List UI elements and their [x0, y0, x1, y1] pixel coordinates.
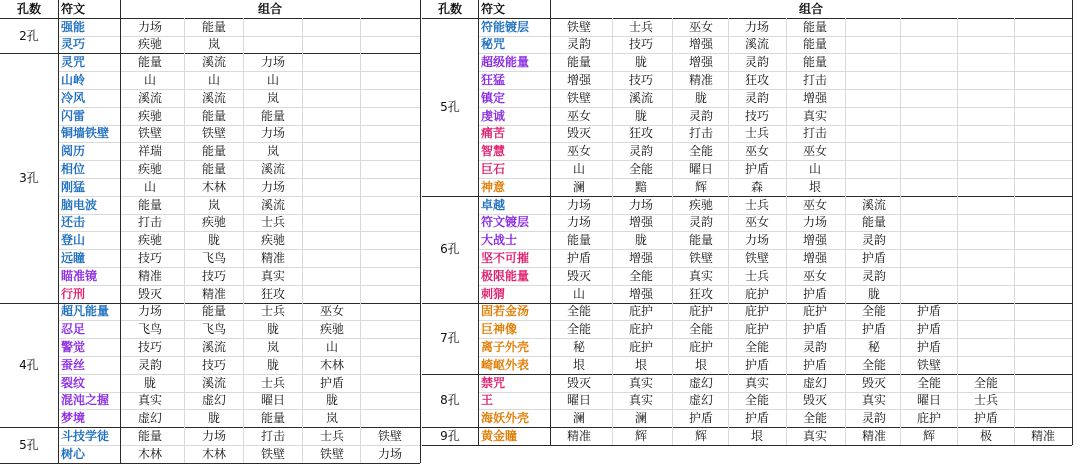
rune-name: 王	[481, 393, 494, 408]
combo-cell: 溪流	[201, 90, 226, 105]
combo-cell: 木林	[319, 357, 344, 372]
combo-cell: 灵韵	[861, 411, 886, 426]
rune-name: 坚不可摧	[481, 251, 530, 266]
combo-cell: 毁灭	[861, 375, 886, 390]
combo-cell: 真实	[744, 375, 769, 390]
combo-cell: 山	[207, 73, 220, 88]
combo-cell: 庇护	[688, 304, 713, 319]
right-header-holes: 孔数	[437, 1, 462, 16]
combo-cell: 真实	[260, 268, 285, 283]
combo-cell: 增强	[802, 233, 827, 248]
combo-cell: 虚幻	[802, 375, 827, 390]
combo-cell: 护盾	[916, 322, 941, 337]
combo-cell: 山	[572, 162, 585, 177]
combo-cell: 胧	[325, 393, 338, 408]
combo-cell: 铁壁	[688, 251, 713, 266]
combo-cell: 全能	[861, 357, 886, 372]
combo-cell: 打击	[260, 429, 285, 444]
combo-cell: 胧	[634, 108, 647, 123]
combo-cell: 能量	[137, 55, 162, 70]
combo-cell: 辉	[922, 429, 935, 444]
combo-cell: 铁壁	[916, 357, 941, 372]
combo-cell: 打击	[802, 126, 827, 141]
combo-cell: 精准	[1030, 429, 1055, 444]
combo-cell: 力场	[744, 19, 769, 34]
combo-cell: 庇护	[628, 304, 653, 319]
combo-cell: 辉	[694, 179, 707, 194]
combo-cell: 岚	[266, 340, 279, 355]
combo-cell: 精准	[861, 429, 886, 444]
combo-cell: 护盾	[319, 375, 344, 390]
combo-cell: 全能	[628, 268, 653, 283]
rune-name: 海妖外壳	[481, 411, 530, 426]
combo-cell: 山	[808, 162, 821, 177]
rune-name: 狂猛	[481, 73, 506, 88]
combo-cell: 庇护	[628, 322, 653, 337]
combo-cell: 虚幻	[201, 393, 226, 408]
combo-cell: 全能	[916, 375, 941, 390]
combo-cell: 精准	[688, 73, 713, 88]
combo-cell: 力场	[628, 197, 653, 212]
right-group-label: 9孔	[440, 429, 460, 444]
rune-name: 大战士	[481, 233, 518, 248]
combo-cell: 巫女	[802, 197, 827, 212]
combo-cell: 疾驰	[201, 215, 226, 230]
combo-cell: 庇护	[916, 411, 941, 426]
rune-name: 符能镀层	[481, 19, 530, 34]
combo-cell: 护盾	[744, 162, 769, 177]
combo-cell: 辉	[694, 429, 707, 444]
combo-cell: 毁灭	[566, 126, 591, 141]
rune-name: 极限能量	[481, 268, 530, 283]
combo-cell: 能量	[802, 19, 827, 34]
left-group-label: 2孔	[19, 28, 39, 43]
combo-cell: 技巧	[628, 37, 653, 52]
combo-cell: 全能	[566, 304, 591, 319]
combo-cell: 全能	[973, 375, 998, 390]
combo-cell: 山	[325, 340, 338, 355]
rune-name: 神意	[481, 179, 506, 194]
combo-cell: 能量	[201, 108, 226, 123]
rune-name: 瞄准镜	[61, 268, 98, 283]
combo-cell: 溪流	[137, 90, 162, 105]
rune-name: 梦境	[61, 411, 86, 426]
rune-name: 警觉	[61, 340, 86, 355]
rune-name: 符文镀层	[481, 215, 530, 230]
rune-name: 远瞳	[61, 251, 86, 266]
combo-cell: 能量	[566, 233, 591, 248]
combo-cell: 力场	[260, 179, 285, 194]
rune-name: 虔诚	[481, 108, 506, 123]
combo-cell: 狂攻	[744, 73, 769, 88]
rune-name: 闪雷	[61, 108, 86, 123]
combo-cell: 木林	[137, 446, 162, 461]
rune-name: 巨石	[481, 162, 506, 177]
combo-cell: 垠	[572, 357, 585, 372]
combo-cell: 能量	[688, 233, 713, 248]
right-header-combo: 组合	[798, 1, 823, 16]
combo-cell: 打击	[802, 73, 827, 88]
combo-cell: 护盾	[916, 340, 941, 355]
combo-cell: 真实	[802, 429, 827, 444]
rune-name: 超级能量	[481, 55, 530, 70]
combo-cell: 岚	[266, 90, 279, 105]
combo-cell: 士兵	[260, 375, 285, 390]
rune-name: 强能	[61, 19, 86, 34]
rune-name: 冷风	[61, 90, 86, 105]
combo-cell: 士兵	[260, 215, 285, 230]
combo-cell: 胧	[143, 375, 156, 390]
combo-cell: 巫女	[319, 304, 344, 319]
combo-cell: 增强	[802, 90, 827, 105]
combo-cell: 全能	[861, 304, 886, 319]
combo-cell: 力场	[566, 215, 591, 230]
rune-name: 禁咒	[481, 375, 506, 390]
combo-cell: 士兵	[744, 268, 769, 283]
combo-cell: 技巧	[201, 268, 226, 283]
combo-cell: 技巧	[137, 251, 162, 266]
combo-cell: 疾驰	[137, 108, 162, 123]
combo-cell: 垠	[808, 179, 821, 194]
rune-name: 卓越	[481, 197, 506, 212]
combo-cell: 技巧	[137, 340, 162, 355]
combo-cell: 增强	[628, 286, 653, 301]
combo-cell: 力场	[260, 55, 285, 70]
combo-cell: 增强	[688, 55, 713, 70]
combo-cell: 全能	[744, 340, 769, 355]
combo-cell: 秘	[867, 340, 880, 355]
combo-cell: 疾驰	[688, 197, 713, 212]
combo-cell: 曜日	[566, 393, 591, 408]
combo-cell: 疾驰	[137, 233, 162, 248]
left-group-label: 3孔	[19, 170, 39, 185]
combo-cell: 山	[143, 179, 156, 194]
combo-cell: 庇护	[802, 304, 827, 319]
combo-cell: 士兵	[319, 429, 344, 444]
combo-cell: 技巧	[628, 73, 653, 88]
combo-cell: 精准	[137, 268, 162, 283]
combo-cell: 力场	[566, 197, 591, 212]
combo-cell: 全能	[688, 144, 713, 159]
combo-cell: 灵韵	[744, 90, 769, 105]
rune-name: 巨神像	[481, 322, 518, 337]
combo-cell: 灵韵	[566, 37, 591, 52]
combo-cell: 精准	[201, 286, 226, 301]
combo-cell: 士兵	[744, 197, 769, 212]
combo-cell: 真实	[628, 375, 653, 390]
combo-cell: 灵韵	[861, 233, 886, 248]
combo-cell: 虚幻	[688, 393, 713, 408]
combo-cell: 胧	[867, 286, 880, 301]
combo-cell: 庇护	[688, 340, 713, 355]
rune-name: 镇定	[481, 90, 506, 105]
combo-cell: 护盾	[802, 322, 827, 337]
combo-cell: 护盾	[861, 251, 886, 266]
combo-cell: 巫女	[802, 144, 827, 159]
right-header-rune: 符文	[481, 1, 506, 16]
combo-cell: 护盾	[802, 357, 827, 372]
combo-cell: 溪流	[628, 90, 653, 105]
rune-name: 铜墙铁壁	[61, 126, 110, 141]
combo-cell: 灵韵	[688, 108, 713, 123]
combo-cell: 曜日	[260, 393, 285, 408]
combo-cell: 力场	[201, 429, 226, 444]
combo-cell: 打击	[137, 215, 162, 230]
combo-cell: 胧	[266, 357, 279, 372]
combo-cell: 疾驰	[137, 37, 162, 52]
rune-name: 裂纹	[61, 375, 86, 390]
left-group-label: 4孔	[19, 357, 39, 372]
rune-name: 黄金瞳	[481, 429, 518, 444]
rune-name: 行刑	[61, 286, 86, 301]
rune-name: 相位	[61, 162, 86, 177]
combo-cell: 护盾	[973, 411, 998, 426]
combo-cell: 全能	[566, 322, 591, 337]
combo-cell: 巫女	[802, 268, 827, 283]
combo-cell: 增强	[628, 251, 653, 266]
combo-cell: 灵韵	[688, 215, 713, 230]
combo-cell: 能量	[137, 197, 162, 212]
combo-cell: 巫女	[744, 144, 769, 159]
combo-cell: 飞鸟	[201, 322, 226, 337]
combo-cell: 精准	[566, 429, 591, 444]
combo-cell: 胧	[634, 233, 647, 248]
combo-cell: 虚幻	[137, 411, 162, 426]
combo-cell: 庇护	[744, 286, 769, 301]
left-header-holes: 孔数	[16, 1, 41, 16]
combo-cell: 秘	[572, 340, 585, 355]
combo-cell: 增强	[802, 251, 827, 266]
combo-cell: 全能	[688, 322, 713, 337]
combo-cell: 岚	[207, 37, 220, 52]
combo-cell: 飞鸟	[137, 322, 162, 337]
combo-cell: 黯	[634, 179, 647, 194]
combo-cell: 木林	[201, 446, 226, 461]
combo-cell: 溪流	[201, 55, 226, 70]
combo-cell: 狂攻	[628, 126, 653, 141]
combo-cell: 士兵	[260, 304, 285, 319]
combo-cell: 能量	[566, 55, 591, 70]
combo-cell: 护盾	[802, 286, 827, 301]
rune-name: 阅历	[61, 144, 86, 159]
combo-cell: 真实	[688, 268, 713, 283]
combo-cell: 铁壁	[260, 446, 285, 461]
combo-cell: 灵韵	[744, 55, 769, 70]
combo-cell: 垠	[694, 357, 707, 372]
combo-cell: 辉	[634, 429, 647, 444]
combo-cell: 真实	[802, 108, 827, 123]
combo-cell: 疾驰	[137, 162, 162, 177]
combo-cell: 胧	[266, 322, 279, 337]
combo-cell: 澜	[572, 411, 585, 426]
combo-cell: 溪流	[744, 37, 769, 52]
rune-name: 崎岖外表	[481, 357, 530, 372]
rune-name: 忍足	[61, 322, 86, 337]
combo-cell: 庇护	[744, 304, 769, 319]
rune-name: 树心	[61, 446, 86, 461]
combo-cell: 巫女	[566, 144, 591, 159]
left-header-combo: 组合	[257, 1, 282, 16]
combo-cell: 能量	[802, 55, 827, 70]
combo-cell: 飞鸟	[201, 251, 226, 266]
combo-cell: 护盾	[688, 411, 713, 426]
combo-cell: 铁壁	[744, 251, 769, 266]
combo-cell: 能量	[802, 37, 827, 52]
combo-cell: 巫女	[688, 19, 713, 34]
combo-cell: 森	[750, 179, 763, 194]
combo-cell: 铁壁	[566, 90, 591, 105]
combo-cell: 庇护	[744, 322, 769, 337]
left-header-rune: 符文	[61, 1, 86, 16]
combo-cell: 疾驰	[260, 233, 285, 248]
rune-name: 斗技学徒	[61, 429, 110, 444]
combo-cell: 山	[143, 73, 156, 88]
rune-name: 刺猬	[481, 286, 506, 301]
combo-cell: 疾驰	[319, 322, 344, 337]
combo-cell: 祥瑞	[137, 144, 162, 159]
combo-cell: 技巧	[201, 357, 226, 372]
combo-cell: 增强	[566, 73, 591, 88]
combo-cell: 极	[979, 429, 992, 444]
combo-cell: 巫女	[566, 108, 591, 123]
rune-name: 固若金汤	[481, 304, 530, 319]
combo-cell: 岚	[207, 197, 220, 212]
combo-cell: 力场	[802, 215, 827, 230]
combo-cell: 狂攻	[688, 286, 713, 301]
rune-name: 智慧	[481, 144, 506, 159]
combo-cell: 铁壁	[137, 126, 162, 141]
combo-cell: 力场	[137, 19, 162, 34]
rune-name: 离子外壳	[481, 340, 530, 355]
combo-cell: 虚幻	[688, 375, 713, 390]
right-group-label: 8孔	[440, 393, 460, 408]
combo-cell: 溪流	[201, 340, 226, 355]
combo-cell: 澜	[634, 411, 647, 426]
combo-cell: 铁壁	[566, 19, 591, 34]
combo-cell: 能量	[201, 304, 226, 319]
combo-cell: 士兵	[744, 126, 769, 141]
combo-cell: 全能	[628, 162, 653, 177]
combo-cell: 全能	[744, 393, 769, 408]
combo-cell: 精准	[260, 251, 285, 266]
combo-cell: 护盾	[861, 322, 886, 337]
rune-name: 灵巧	[61, 37, 86, 52]
left-group-label: 5孔	[19, 437, 39, 452]
combo-cell: 能量	[260, 108, 285, 123]
rune-name: 登山	[61, 233, 86, 248]
combo-cell: 溪流	[260, 162, 285, 177]
combo-cell: 山	[266, 73, 279, 88]
combo-cell: 士兵	[973, 393, 998, 408]
combo-cell: 增强	[628, 215, 653, 230]
combo-cell: 技巧	[744, 108, 769, 123]
right-group-label: 6孔	[440, 242, 460, 257]
rune-name: 山岭	[61, 73, 86, 88]
combo-cell: 力场	[744, 233, 769, 248]
combo-cell: 增强	[688, 37, 713, 52]
combo-cell: 毁灭	[137, 286, 162, 301]
combo-cell: 真实	[628, 393, 653, 408]
combo-cell: 溪流	[201, 375, 226, 390]
combo-cell: 澜	[572, 179, 585, 194]
combo-cell: 曜日	[916, 393, 941, 408]
combo-cell: 庇护	[628, 340, 653, 355]
combo-cell: 溪流	[861, 197, 886, 212]
combo-cell: 狂攻	[260, 286, 285, 301]
combo-cell: 岚	[325, 411, 338, 426]
combo-cell: 巫女	[744, 215, 769, 230]
combo-cell: 灵韵	[861, 268, 886, 283]
combo-cell: 胧	[207, 411, 220, 426]
combo-cell: 曜日	[688, 162, 713, 177]
combo-cell: 力场	[377, 446, 402, 461]
combo-cell: 真实	[137, 393, 162, 408]
rune-name: 痛苦	[481, 126, 506, 141]
combo-cell: 能量	[201, 144, 226, 159]
combo-cell: 毁灭	[566, 268, 591, 283]
combo-cell: 力场	[260, 126, 285, 141]
combo-cell: 力场	[137, 304, 162, 319]
combo-cell: 全能	[802, 411, 827, 426]
right-group-label: 5孔	[440, 99, 460, 114]
combo-cell: 毁灭	[566, 375, 591, 390]
right-group-label: 7孔	[440, 331, 460, 346]
combo-cell: 真实	[861, 393, 886, 408]
combo-cell: 打击	[688, 126, 713, 141]
rune-name: 还击	[61, 215, 86, 230]
combo-cell: 溪流	[260, 197, 285, 212]
combo-cell: 垠	[750, 429, 763, 444]
combo-cell: 能量	[861, 215, 886, 230]
combo-cell: 护盾	[744, 357, 769, 372]
combo-cell: 胧	[634, 55, 647, 70]
combo-cell: 垠	[634, 357, 647, 372]
rune-name: 灵咒	[61, 55, 86, 70]
combo-cell: 能量	[201, 19, 226, 34]
rune-name: 蚕丝	[61, 357, 86, 372]
combo-cell: 铁壁	[377, 429, 402, 444]
combo-cell: 护盾	[916, 304, 941, 319]
combo-cell: 护盾	[566, 251, 591, 266]
combo-cell: 能量	[137, 429, 162, 444]
combo-cell: 山	[572, 286, 585, 301]
combo-cell: 铁壁	[201, 126, 226, 141]
combo-cell: 胧	[207, 233, 220, 248]
rune-name: 刚猛	[61, 179, 86, 194]
combo-cell: 护盾	[744, 411, 769, 426]
combo-cell: 胧	[694, 90, 707, 105]
combo-cell: 灵韵	[802, 340, 827, 355]
combo-cell: 灵韵	[628, 144, 653, 159]
combo-cell: 木林	[201, 179, 226, 194]
rune-name: 混沌之握	[61, 393, 110, 408]
combo-cell: 能量	[201, 162, 226, 177]
combo-cell: 铁壁	[319, 446, 344, 461]
combo-cell: 灵韵	[137, 357, 162, 372]
combo-cell: 岚	[266, 144, 279, 159]
rune-name: 秘咒	[481, 37, 506, 52]
combo-cell: 毁灭	[802, 393, 827, 408]
rune-name: 超凡能量	[61, 304, 110, 319]
combo-cell: 能量	[260, 411, 285, 426]
rune-name: 脑电波	[61, 197, 98, 212]
combo-cell: 士兵	[628, 19, 653, 34]
